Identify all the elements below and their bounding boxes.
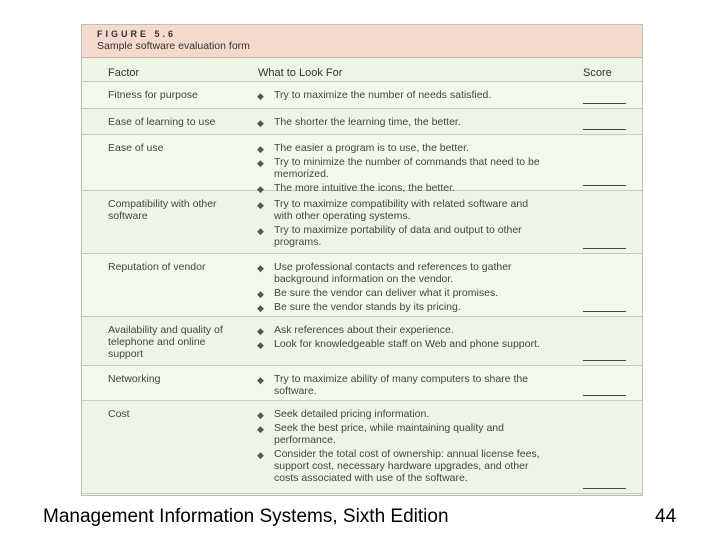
criteria-text: The more intuitive the icons, the better. [274, 182, 455, 194]
criteria-item [255, 287, 540, 299]
diamond-bullet-icon: ◆ [257, 340, 264, 350]
criteria-list [255, 261, 540, 315]
factor-cell: Compatibility with other software [108, 198, 217, 222]
factor-cell: Ease of learning to use [108, 116, 216, 128]
criteria-item [255, 142, 540, 154]
diamond-bullet-icon: ◆ [257, 375, 264, 385]
criteria-list [255, 373, 540, 399]
criteria-item [255, 408, 540, 420]
criteria-text: Try to minimize the number of commands that need to be memorized. [274, 156, 540, 180]
factor-cell: Reputation of vendor [108, 261, 206, 273]
criteria-text: Seek detailed pricing information. [274, 408, 430, 420]
score-blank [583, 360, 626, 361]
diamond-bullet-icon: ◆ [257, 410, 264, 420]
page-number: 44 [655, 506, 677, 527]
score-column-header: Score [583, 67, 612, 79]
criteria-list [255, 408, 540, 486]
score-blank [583, 185, 626, 186]
criteria-item [255, 324, 540, 336]
criteria-item [255, 261, 540, 285]
figure-label: FIGURE 5.6 [97, 29, 177, 39]
score-blank [583, 395, 626, 396]
criteria-text: Try to maximize compatibility with related software and with other operating systems. [274, 198, 529, 222]
diamond-bullet-icon: ◆ [257, 263, 264, 273]
criteria-text: Use professional contacts and references to gather background information on the vendor. [274, 261, 512, 285]
criteria-text: Be sure the vendor can deliver what it promises. [274, 287, 499, 299]
criteria-text: The shorter the learning time, the better. [274, 116, 461, 128]
table-row [82, 254, 642, 317]
criteria-text: Be sure the vendor stands by its pricing. [274, 301, 461, 313]
diamond-bullet-icon: ◆ [257, 289, 264, 299]
score-blank [583, 488, 626, 489]
criteria-item [255, 448, 540, 484]
table-row [82, 191, 642, 254]
factor-cell: Ease of use [108, 142, 164, 154]
table-row [82, 135, 642, 194]
diamond-bullet-icon: ◆ [257, 118, 264, 128]
criteria-text: Ask references about their experience. [274, 324, 454, 336]
criteria-item [255, 338, 540, 350]
criteria-list [255, 142, 540, 196]
criteria-text: Try to maximize the number of needs satisfied. [274, 89, 492, 101]
diamond-bullet-icon: ◆ [257, 450, 264, 460]
criteria-list [255, 324, 540, 352]
criteria-item [255, 89, 540, 101]
factor-cell: Networking [108, 373, 161, 385]
criteria-item [255, 301, 540, 313]
criteria-item [255, 224, 540, 248]
diamond-bullet-icon: ◆ [257, 184, 264, 194]
criteria-item [255, 198, 540, 222]
table-row [82, 109, 642, 135]
diamond-bullet-icon: ◆ [257, 200, 264, 210]
factor-cell: Cost [108, 408, 130, 420]
criteria-item [255, 373, 540, 397]
criteria-text: Try to maximize portability of data and output to other programs. [274, 224, 522, 248]
table-row [82, 317, 642, 366]
factor-column-header: Factor [108, 67, 140, 79]
diamond-bullet-icon: ◆ [257, 424, 264, 434]
score-blank [583, 311, 626, 312]
criteria-item [255, 156, 540, 180]
table-row [82, 401, 642, 494]
criteria-item [255, 422, 540, 446]
criteria-text: Look for knowledgeable staff on Web and phone support. [274, 338, 540, 350]
table-row [82, 82, 642, 109]
diamond-bullet-icon: ◆ [257, 144, 264, 154]
diamond-bullet-icon: ◆ [257, 326, 264, 336]
software-evaluation-figure [81, 24, 643, 496]
figure-caption: Sample software evaluation form [97, 40, 250, 52]
criteria-text: The easier a program is to use, the better. [274, 142, 469, 154]
score-blank [583, 248, 626, 249]
table-row [82, 366, 642, 401]
diamond-bullet-icon: ◆ [257, 158, 264, 168]
criteria-text: Try to maximize ability of many computers to share the software. [274, 373, 529, 397]
footer-title: Management Information Systems, Sixth Edition [43, 506, 449, 527]
score-blank [583, 129, 626, 130]
evaluation-table-body [82, 82, 642, 494]
figure-header [82, 25, 642, 58]
criteria-text: Consider the total cost of ownership: annual license fees, support cost, necessary hardware upgrades, and other costs associated with use of the software. [274, 448, 540, 484]
criteria-text: Seek the best price, while maintaining quality and performance. [274, 422, 504, 446]
diamond-bullet-icon: ◆ [257, 91, 264, 101]
table-header [82, 58, 642, 82]
score-blank [583, 103, 626, 104]
criteria-item [255, 116, 540, 128]
criteria-list [255, 116, 540, 130]
criteria-list [255, 198, 540, 250]
what-column-header: What to Look For [258, 67, 343, 79]
criteria-list [255, 89, 540, 103]
diamond-bullet-icon: ◆ [257, 303, 264, 313]
diamond-bullet-icon: ◆ [257, 226, 264, 236]
factor-cell: Availability and quality of telephone and online support [108, 324, 223, 360]
factor-cell: Fitness for purpose [108, 89, 198, 101]
